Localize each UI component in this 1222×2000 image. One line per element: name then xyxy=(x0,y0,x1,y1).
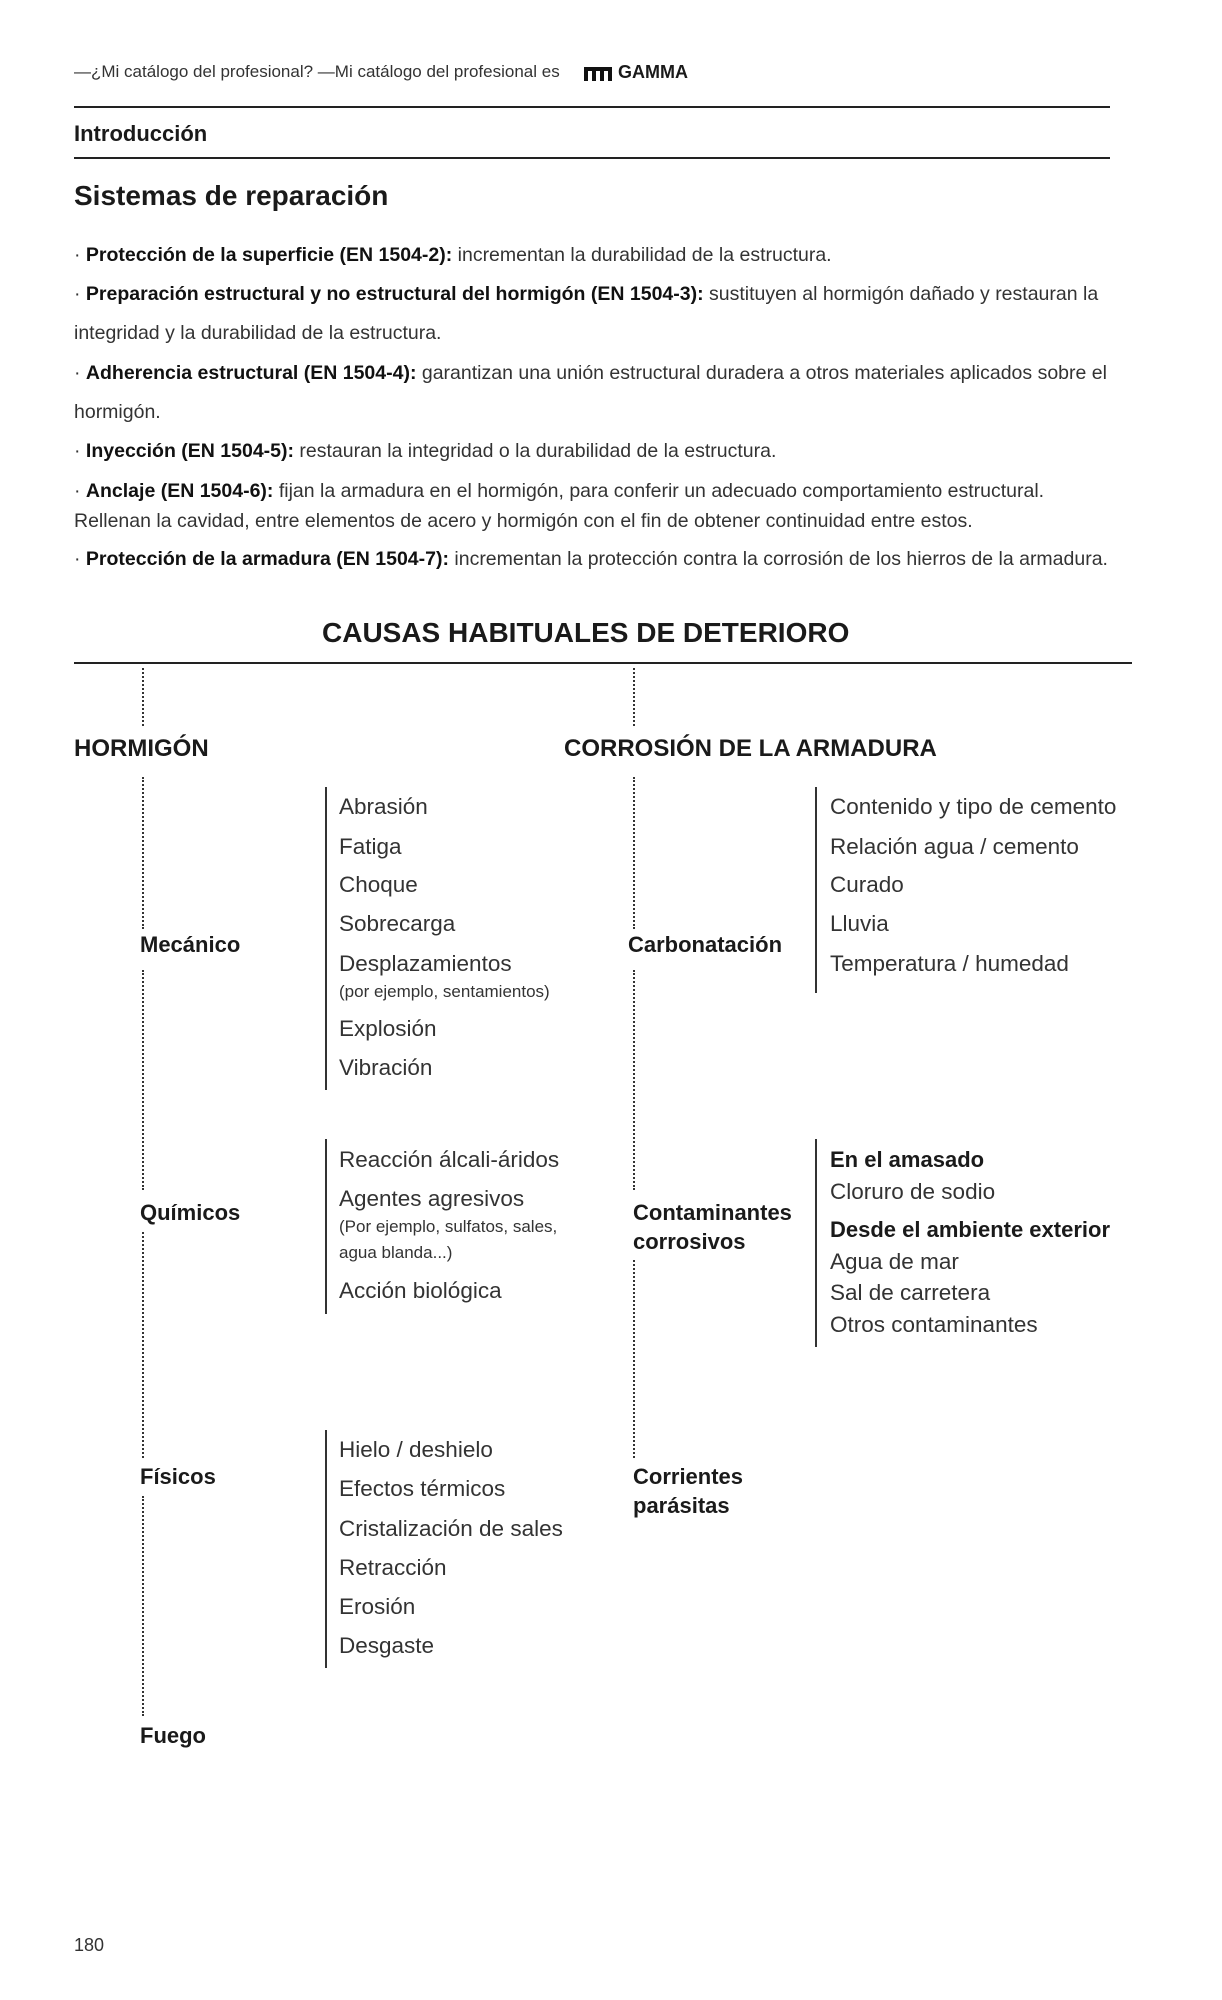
group-line xyxy=(815,787,817,993)
list-item: Hielo / deshielo xyxy=(339,1437,493,1462)
list-item: Vibración xyxy=(339,1055,433,1080)
bullet-item: · Protección de la armadura (EN 1504-7): incrementan la protección contra la corrosión de los hierros de la armadura. xyxy=(74,548,1108,570)
list-item: Erosión xyxy=(339,1594,416,1619)
category-corrosion: CORROSIÓN DE LA ARMADURA xyxy=(564,735,937,762)
list-item: Explosión xyxy=(339,1016,437,1041)
bullet-item: · Anclaje (EN 1504-6): fijan la armadura en el hormigón, para conferir un adecuado comportamiento estructural. Rellenan la cavidad, entre elementos de acero y hormigón con el fin de obtener continuidad entre estos. xyxy=(74,480,1045,532)
list-item: Desplazamientos xyxy=(339,951,512,976)
list-subheading: Desde el ambiente exterior xyxy=(830,1217,1111,1242)
cause-carbonatacion: Carbonatación xyxy=(628,932,783,957)
cause-corrientes-line2: parásitas xyxy=(633,1493,730,1518)
divider xyxy=(74,662,1132,664)
brand-name: GAMMA xyxy=(618,62,688,82)
header-tagline: —¿Mi catálogo del profesional? —Mi catálogo del profesional es xyxy=(74,62,560,81)
divider xyxy=(74,157,1110,159)
category-hormigon: HORMIGÓN xyxy=(74,735,209,762)
group-line xyxy=(815,1139,817,1347)
list-item: Cristalización de sales xyxy=(339,1516,563,1541)
cause-fuego: Fuego xyxy=(140,1723,206,1748)
list-item: Lluvia xyxy=(830,911,889,936)
list-item: Curado xyxy=(830,872,904,897)
cause-quimicos: Químicos xyxy=(140,1200,241,1225)
list-item: Acción biológica xyxy=(339,1278,502,1303)
brand-logo xyxy=(584,62,688,83)
list-item: Sobrecarga xyxy=(339,911,456,936)
connector-line xyxy=(142,668,144,726)
cause-mecanico: Mecánico xyxy=(140,932,241,957)
list-item: Agua de mar xyxy=(830,1249,959,1274)
list-item: Choque xyxy=(339,872,418,897)
list-item: Cloruro de sodio xyxy=(830,1179,996,1204)
connector-line xyxy=(633,970,635,1190)
list-item: Temperatura / humedad xyxy=(830,951,1069,976)
list-subheading: En el amasado xyxy=(830,1147,985,1172)
group-line xyxy=(325,1430,327,1668)
divider xyxy=(74,106,1110,108)
bullet-item: · Inyección (EN 1504-5): restauran la integridad o la durabilidad de la estructura. xyxy=(74,440,777,462)
connector-line xyxy=(633,1260,635,1458)
section-title: Introducción xyxy=(74,121,208,146)
bullet-item: · Protección de la superficie (EN 1504-2): incrementan la durabilidad de la estructura. xyxy=(74,244,832,266)
group-line xyxy=(325,1139,327,1314)
cause-contaminantes-line2: corrosivos xyxy=(633,1229,746,1254)
list-item: Contenido y tipo de cemento xyxy=(830,794,1117,819)
page-title: Sistemas de reparación xyxy=(74,180,389,211)
gamma-logo-icon xyxy=(584,65,612,81)
list-item: Fatiga xyxy=(339,834,402,859)
connector-line xyxy=(142,970,144,1190)
list-note: agua blanda...) xyxy=(339,1243,453,1262)
list-item: Abrasión xyxy=(339,794,428,819)
cause-corrientes: Corrientes xyxy=(633,1464,744,1489)
group-line xyxy=(325,787,327,1090)
list-item: Agentes agresivos xyxy=(339,1186,525,1211)
bullet-item: · Preparación estructural y no estructural del hormigón (EN 1504-3): sustituyen al hormigón dañado y restauran la integridad y la durabilidad de la estructura. xyxy=(74,283,1099,344)
list-item: Otros contaminantes xyxy=(830,1312,1038,1337)
diagram-title: CAUSAS HABITUALES DE DETERIORO xyxy=(322,617,850,648)
list-note: (Por ejemplo, sulfatos, sales, xyxy=(339,1217,558,1236)
cause-contaminantes: Contaminantes xyxy=(633,1200,792,1225)
bullet-item: · Adherencia estructural (EN 1504-4): garantizan una unión estructural duradera a otros materiales aplicados sobre el hormigón. xyxy=(74,362,1107,423)
list-item: Efectos térmicos xyxy=(339,1476,506,1501)
list-item: Desgaste xyxy=(339,1633,435,1658)
list-item: Reacción álcali-áridos xyxy=(339,1147,560,1172)
list-item: Sal de carretera xyxy=(830,1280,991,1305)
connector-line xyxy=(142,777,144,929)
connector-line xyxy=(142,1232,144,1458)
page-number: 180 xyxy=(74,1935,105,1955)
connector-line xyxy=(633,668,635,726)
list-item: Relación agua / cemento xyxy=(830,834,1079,859)
list-note: (por ejemplo, sentamientos) xyxy=(339,982,550,1001)
cause-fisicos: Físicos xyxy=(140,1464,216,1489)
list-item: Retracción xyxy=(339,1555,447,1580)
connector-line xyxy=(142,1496,144,1716)
connector-line xyxy=(633,777,635,929)
